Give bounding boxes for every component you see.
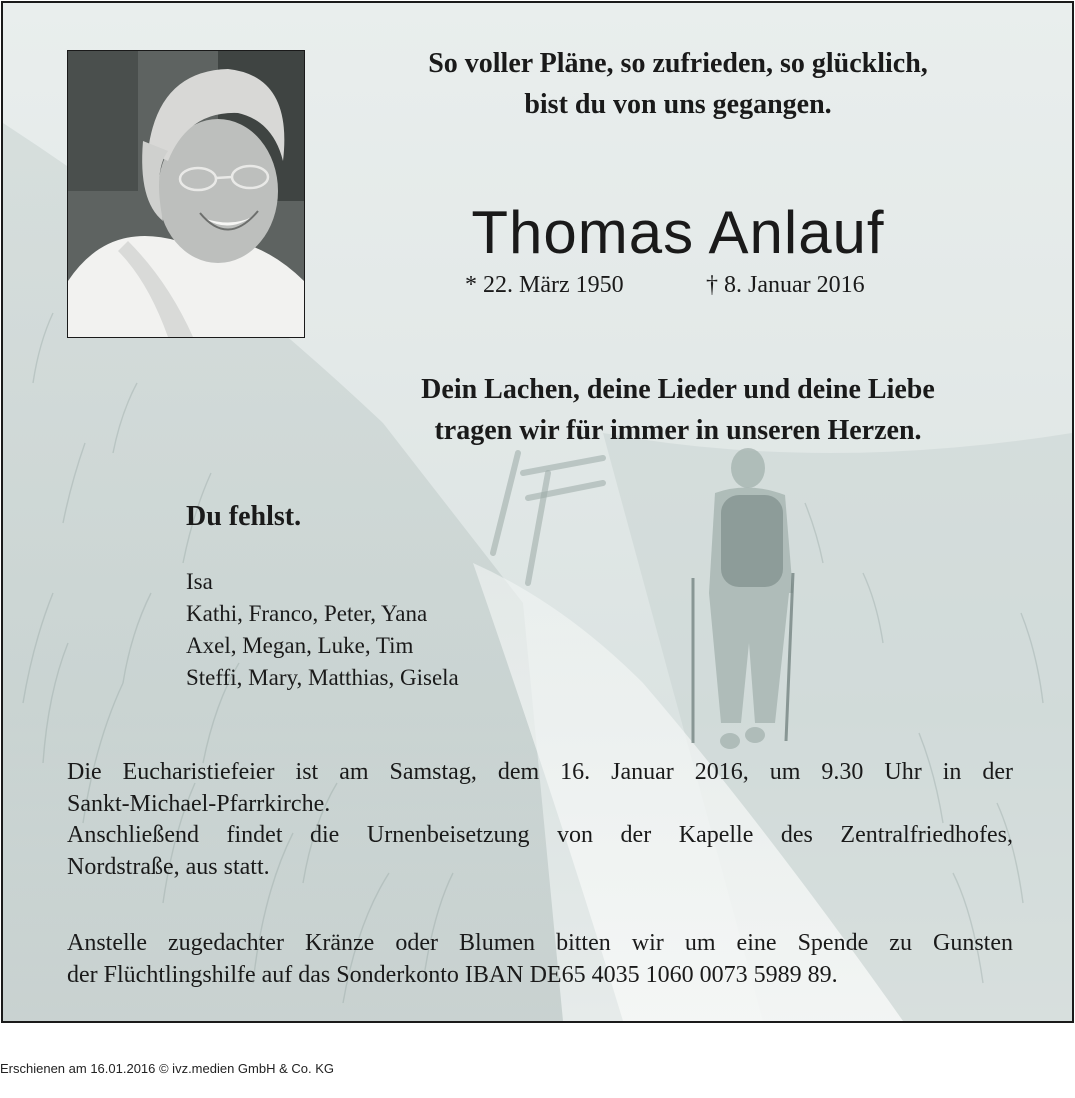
death-date: † 8. Januar 2016 [706, 272, 865, 298]
mourner-line: Isa [186, 569, 213, 594]
deceased-name: Thomas Anlauf [471, 199, 885, 266]
obituary-notice [1, 1, 1074, 1023]
birth-date: * 22. März 1950 [465, 272, 624, 298]
remembrance-quote-line: tragen wir für immer in unseren Herzen. [434, 415, 922, 446]
service-line: Nordstraße, aus statt. [67, 853, 270, 880]
service-line: Sankt-Michael-Pfarrkirche. [67, 790, 331, 817]
remembrance-quote [333, 369, 1023, 451]
service-line: Anschließend findet die Urnenbeisetzung von der Kapelle des Zentralfriedhofes, [67, 822, 1013, 848]
mourner-line: Steffi, Mary, Matthias, Gisela [186, 665, 459, 690]
donation-line: der Flüchtlingshilfe auf das Sonderkonto IBAN DE65 4035 1060 0073 5989 89. [67, 961, 838, 988]
miss-you-text: Du fehlst. [186, 501, 302, 532]
portrait-photo [67, 50, 305, 338]
mourner-line: Kathi, Franco, Peter, Yana [186, 601, 428, 626]
publication-footer: Erschienen am 16.01.2016 © ivz.medien GmbH & Co. KG [0, 1061, 335, 1076]
mourners-list [186, 566, 459, 694]
donation-information [67, 928, 1013, 991]
opening-quote [333, 43, 1023, 125]
opening-quote-line: bist du von uns gegangen. [524, 89, 832, 120]
opening-quote-line: So voller Pläne, so zufrieden, so glücklich, [428, 48, 928, 79]
remembrance-quote-line: Dein Lachen, deine Lieder und deine Liebe [421, 374, 935, 405]
service-information [67, 757, 1013, 883]
mourner-line: Axel, Megan, Luke, Tim [186, 633, 414, 658]
donation-line: Anstelle zugedachter Kränze oder Blumen bitten wir um eine Spende zu Gunsten [67, 930, 1013, 956]
service-line: Die Eucharistiefeier ist am Samstag, dem 16. Januar 2016, um 9.30 Uhr in der [67, 759, 1013, 785]
